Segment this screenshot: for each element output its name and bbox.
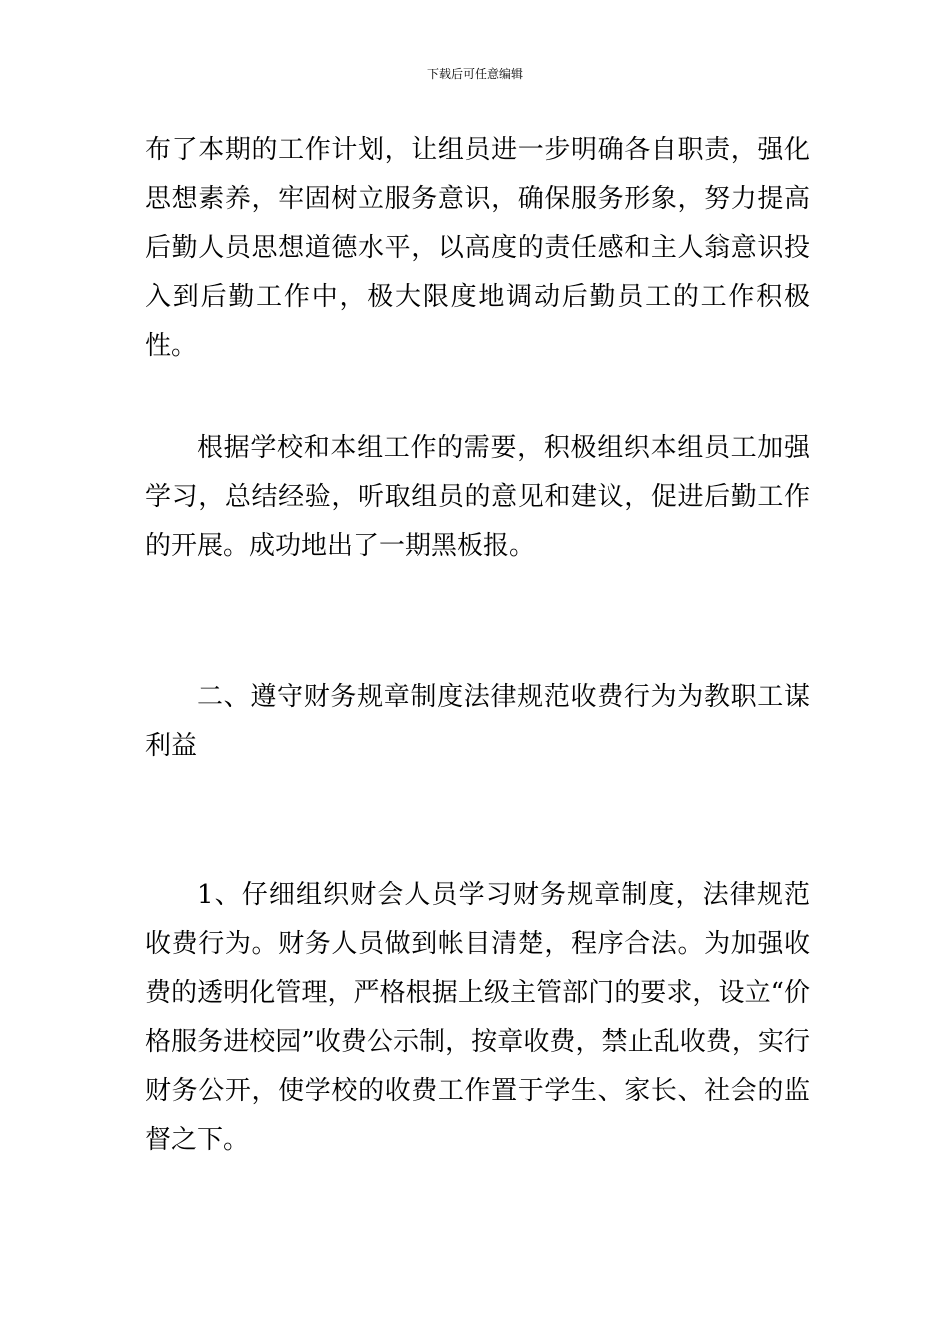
section-heading-finance: 二、遵守财务规章制度法律规范收费行为为教职工谋利益 bbox=[145, 682, 810, 761]
paragraph-finance-item-1: 1、仔细组织财会人员学习财务规章制度，法律规范收费行为。财务人员做到帐目清楚，程序合法。为加强收费的透明化管理，严格根据上级主管部门的要求，设立“价格服务进校园”收费公示制，按章收费，禁止乱收费，实行财务公开，使学校的收费工作置于学生、家长、社会的监督之下。 bbox=[145, 880, 810, 1155]
paragraph-continuation: 布了本期的工作计划，让组员进一步明确各自职责，强化思想素养，牢固树立服务意识，确保服务形象，努力提高后勤人员思想道德水平，以高度的责任感和主人翁意识投入到后勤工作中，极大限度地调动后勤员工的工作积极性。 bbox=[145, 135, 810, 361]
page-header: 下载后可任意编辑 bbox=[426, 67, 523, 81]
paragraph-study: 根据学校和本组工作的需要，积极组织本组员工加强学习，总结经验，听取组员的意见和建议，促进后勤工作的开展。成功地出了一期黑板报。 bbox=[145, 433, 810, 561]
